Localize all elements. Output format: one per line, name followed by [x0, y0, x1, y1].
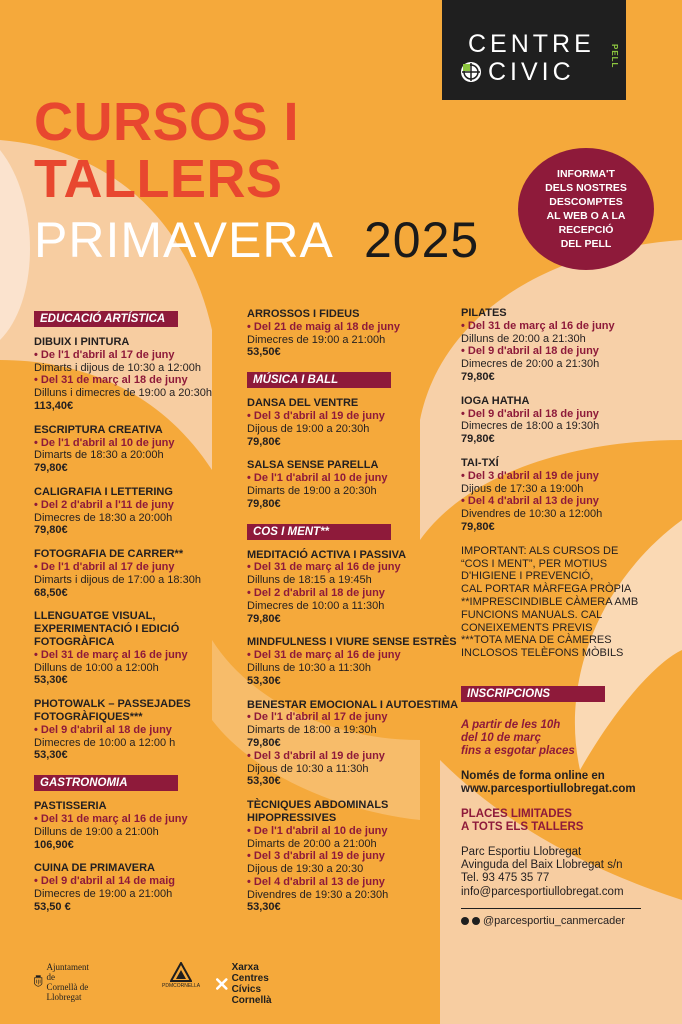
- course-schedule: Dimarts i dijous de 17:00 a 18:30h: [34, 573, 201, 586]
- course-price: 79,80€: [247, 612, 281, 625]
- course-date: • Del 9 d'abril al 14 de maig: [34, 875, 175, 888]
- course-item: [34, 336, 248, 413]
- social-handle[interactable]: [461, 915, 671, 927]
- course-price: 53,30€: [247, 775, 281, 788]
- centre-civic-logo: [442, 0, 626, 100]
- course-price: 53,50 €: [34, 900, 71, 913]
- course-schedule: Dimecres de 18:30 a 20:00h: [34, 511, 173, 524]
- course-item: [34, 610, 248, 687]
- coat-of-arms-icon: [34, 971, 43, 993]
- course-name: TÈCNIQUES ABDOMINALS HIPOPRESSIVES: [247, 799, 389, 824]
- course-item: [34, 486, 248, 537]
- course-schedule: Dilluns de 10:00 a 12:00h: [34, 661, 159, 674]
- contact-info: Parc Esportiu Llobregat Avinguda del Baix Llobregat s/n Tel. 93 475 35 77 info@parcesportiullobregat.com: [461, 845, 624, 898]
- x-cross-icon: [216, 975, 228, 993]
- course-schedule: Dimarts de 19:00 a 20:30h: [247, 484, 377, 497]
- course-name: LLENGUATGE VISUAL, EXPERIMENTACIÓ I EDICIÓ FOTOGRÀFICA: [34, 610, 180, 648]
- pdm-logo: [162, 962, 200, 989]
- course-item: [34, 862, 248, 913]
- course-date: • Del 31 de març al 16 de juny: [247, 649, 401, 662]
- course-schedule: Dijous de 17:30 a 19:00h: [461, 482, 584, 495]
- course-item: [247, 799, 461, 914]
- column-3: [461, 307, 671, 927]
- ajuntament-text: Ajuntament de Cornellà de Llobregat: [46, 962, 89, 1002]
- course-price: 79,80€: [461, 370, 495, 383]
- section-heading: COS I MENT**: [247, 524, 391, 540]
- title-year: 2025: [364, 212, 480, 268]
- course-date: • Del 21 de maig al 18 de juny: [247, 320, 401, 333]
- xarxa-logo: [216, 962, 278, 1006]
- course-item: [34, 800, 248, 851]
- inscriptions-date: A partir de les 10h del 10 de març fins a esgotar places: [461, 718, 575, 757]
- course-name: PILATES: [461, 307, 507, 319]
- limited-places: PLACES LIMITADES A TOTS ELS TALLERS: [461, 807, 584, 833]
- course-price: 79,80€: [461, 520, 495, 533]
- divider: [461, 908, 641, 909]
- course-schedule: Dimecres de 19:00 a 21:00h: [34, 887, 173, 900]
- globe-grid-icon: [460, 61, 482, 83]
- course-name: ARROSSOS I FIDEUS: [247, 308, 360, 320]
- discount-badge: INFORMA'T DELS NOSTRES DESCOMPTES AL WEB O A LA RECEPCIÓ DEL PELL: [518, 148, 654, 270]
- inscriptions-block: [461, 684, 671, 927]
- course-schedule: Dimarts de 18:00 a 19:30h: [247, 724, 377, 737]
- course-name: BENESTAR EMOCIONAL I AUTOESTIMA: [247, 698, 459, 711]
- course-date: • Del 31 de març al 18 de juny: [34, 374, 188, 387]
- course-item: [247, 549, 461, 626]
- course-date: • Del 4 d'abril al 13 de juny: [461, 495, 599, 508]
- course-price: 79,80€: [247, 435, 281, 448]
- course-date: • De l'1 d'abril al 10 de juny: [247, 472, 388, 485]
- column-2: [247, 308, 461, 925]
- course-schedule: Dimecres de 19:00 a 21:00h: [247, 333, 386, 346]
- title-line1: CURSOS I: [34, 92, 300, 152]
- course-date: • De l'1 d'abril al 17 de juny: [34, 348, 175, 361]
- course-name: SALSA SENSE PARELLA: [247, 459, 379, 472]
- pdm-triangle-icon: [170, 962, 192, 982]
- course-price: 79,80€: [247, 497, 281, 510]
- course-date: • Del 9 d'abril al 18 de juny: [461, 407, 599, 420]
- course-item: [247, 308, 461, 359]
- course-name: FOTOGRAFIA DE CARRER**: [34, 548, 184, 561]
- course-price: 53,30€: [34, 674, 68, 687]
- column-3-courses: [461, 307, 671, 534]
- course-name: TAI-TXÍ: [461, 456, 499, 469]
- course-schedule: Dimecres de 18:00 a 19:30h: [461, 420, 600, 433]
- course-schedule: Dilluns de 19:00 a 21:00h: [34, 825, 159, 838]
- course-price: 79,80€: [247, 736, 281, 749]
- course-name: CUINA DE PRIMAVERA: [34, 862, 156, 875]
- section-heading: EDUCACIÓ ARTÍSTICA: [34, 311, 178, 327]
- course-date: • Del 2 d'abril al 18 de juny: [247, 586, 385, 599]
- course-price: 53,30€: [247, 901, 281, 914]
- course-date: • Del 31 de març al 16 de juny: [247, 561, 401, 574]
- social-handle-text: @parcesportiu_canmercader: [483, 914, 626, 927]
- course-price: 106,90€: [34, 838, 74, 851]
- section-heading: GASTRONOMIA: [34, 775, 178, 791]
- course-name: DANSA DEL VENTRE: [247, 397, 359, 410]
- course-item: [461, 395, 671, 446]
- course-date: • De l'1 d'abril al 17 de juny: [34, 560, 175, 573]
- course-price: 53,30€: [247, 674, 281, 687]
- course-schedule: Dimarts i dijous de 10:30 a 12:00h: [34, 361, 201, 374]
- pdm-text: PDMCORNELLA: [162, 983, 201, 989]
- course-schedule: Dimecres de 10:00 a 11:30h: [247, 599, 385, 612]
- course-name: IOGA HATHA: [461, 394, 530, 407]
- course-date: • De l'1 d'abril al 10 de juny: [247, 824, 388, 837]
- course-price: 113,40€: [34, 399, 74, 412]
- course-schedule: Dimecres de 10:00 a 12:00 h: [34, 736, 176, 749]
- column-1: [34, 309, 248, 924]
- logo-vertical-text: PELL: [610, 44, 619, 69]
- course-name: PASTISSERIA: [34, 800, 107, 813]
- course-item: [247, 699, 461, 789]
- course-item: [34, 548, 248, 599]
- course-item: [461, 307, 671, 384]
- course-price: 79,80€: [461, 433, 495, 446]
- title-season: PRIMAVERA: [34, 212, 334, 268]
- course-date: • Del 3 d'abril al 19 de juny: [461, 469, 599, 482]
- section-heading: MÚSICA I BALL: [247, 372, 391, 388]
- course-name: MEDITACIÓ ACTIVA I PASSIVA: [247, 548, 407, 561]
- course-schedule: Dimecres de 20:00 a 21:30h: [461, 358, 600, 371]
- course-name: PHOTOWALK – PASSEJADES FOTOGRÀFIQUES***: [34, 698, 191, 723]
- course-item: [461, 457, 671, 534]
- course-price: 68,50€: [34, 586, 68, 599]
- course-schedule: Divendres de 10:30 a 12:00h: [461, 508, 603, 521]
- course-price: 53,30€: [34, 749, 68, 762]
- course-price: 79,80€: [34, 524, 68, 537]
- course-date: • Del 4 d'abril al 13 de juny: [247, 875, 385, 888]
- logo-line1: CENTRE: [468, 30, 595, 58]
- course-schedule: Divendres de 19:30 a 20:30h: [247, 888, 389, 901]
- course-schedule: Dimarts de 20:00 a 21:00h: [247, 837, 377, 850]
- course-schedule: Dijous de 19:30 a 20:30: [247, 863, 364, 876]
- xarxa-text: Xarxa Centres Cívics Cornellà: [231, 962, 272, 1006]
- course-item: [247, 459, 461, 510]
- course-date: • Del 3 d'abril al 19 de juny: [247, 409, 385, 422]
- course-schedule: Dilluns i dimecres de 19:00 a 20:30h: [34, 387, 212, 400]
- course-date: • De l'1 d'abril al 17 de juny: [247, 711, 388, 724]
- course-date: • De l'1 d'abril al 10 de juny: [34, 436, 175, 449]
- course-date: • Del 3 d'abril al 19 de juny: [247, 850, 385, 863]
- course-item: [247, 636, 461, 687]
- course-item: [34, 424, 248, 475]
- course-name: DIBUIX I PINTURA: [34, 336, 130, 348]
- online-info[interactable]: Només de forma online en www.parcesportiullobregat.com: [461, 769, 636, 795]
- course-schedule: Dimarts de 18:30 a 20:00h: [34, 449, 164, 462]
- course-date: • Del 9 d'abril al 18 de juny: [34, 723, 172, 736]
- course-date: • Del 2 d'abril a l'11 de juny: [34, 498, 174, 511]
- course-schedule: Dijous de 19:00 a 20:30h: [247, 422, 370, 435]
- course-date: • Del 31 de març al 16 de juny: [34, 648, 188, 661]
- course-schedule: Dilluns de 20:00 a 21:30h: [461, 332, 586, 345]
- course-name: ESCRIPTURA CREATIVA: [34, 423, 163, 436]
- instagram-icon: [461, 917, 469, 925]
- course-schedule: Dijous de 10:30 a 11:30h: [247, 762, 369, 775]
- course-item: [247, 397, 461, 448]
- title-line2: TALLERS: [34, 149, 283, 209]
- important-notes: IMPORTANT: ALS CURSOS DE “COS I MENT”, PER MOTIUS D'HIGIENE I PREVENCIÓ, CAL PORTAR MÀRFEGA PRÒPIA **IMPRESCINDIBLE CÀMERA AMB FUNCIONS MANUALS. CAL CONEIXEMENTS PREVIS ***TOTA MENA DE CÀMERES INCLOSOS TELÈFONS MÒBILS: [461, 544, 639, 660]
- course-price: 53,50€: [247, 346, 281, 359]
- course-price: 79,80€: [34, 462, 68, 475]
- facebook-icon: [472, 917, 480, 925]
- course-schedule: Dilluns de 18:15 a 19:45h: [247, 574, 372, 587]
- course-schedule: Dilluns de 10:30 a 11:30h: [247, 661, 371, 674]
- logo-line2: CIVIC: [488, 58, 575, 86]
- course-item: [34, 698, 248, 762]
- ajuntament-logo: [34, 962, 95, 1002]
- course-date: • Del 3 d'abril al 19 de juny: [247, 749, 385, 762]
- course-name: MINDFULNESS I VIURE SENSE ESTRÈS: [247, 636, 457, 649]
- course-name: CALIGRAFIA I LETTERING: [34, 485, 173, 498]
- course-date: • Del 31 de març al 16 de juny: [461, 319, 615, 332]
- course-date: • Del 9 d'abril al 18 de juny: [461, 345, 599, 358]
- course-date: • Del 31 de març al 16 de juny: [34, 812, 188, 825]
- section-heading-inscripcions: INSCRIPCIONS: [461, 686, 605, 702]
